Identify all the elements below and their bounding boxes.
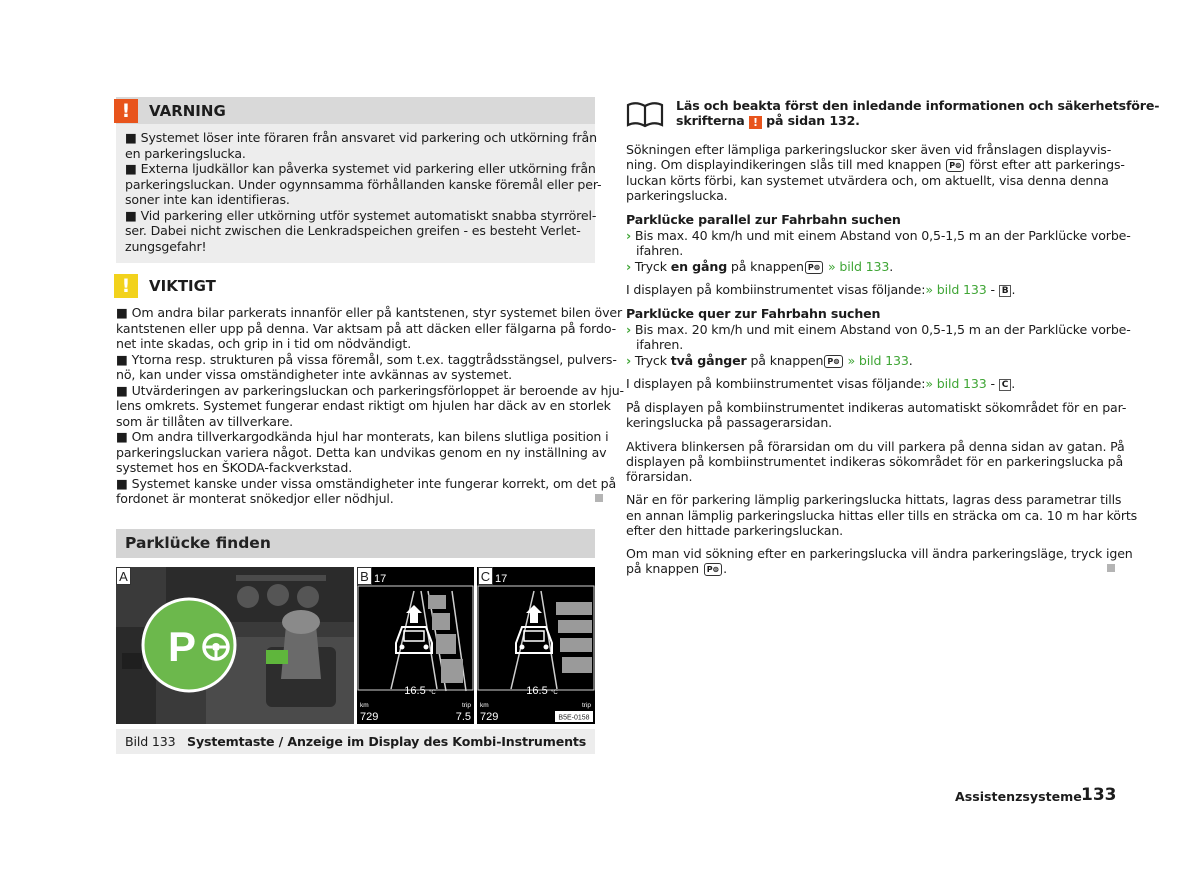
warning-line: ■ Vid parkering eller utkörning utför systemet automatiskt snabba styrrörel- bbox=[125, 208, 597, 223]
paragraph-line: luckan körts förbi, kan systemet utvärdera och, om aktuellt, visa denna denna bbox=[626, 173, 1109, 188]
display-text: I displayen på kombiinstrumentet visas följande: bbox=[626, 282, 926, 297]
panel-c-odometer: 729 bbox=[480, 711, 499, 723]
step-line bbox=[626, 228, 1131, 244]
display-text: . bbox=[1011, 282, 1016, 297]
subheading-transverse: Parklücke quer zur Fahrbahn suchen bbox=[626, 306, 881, 321]
step-text: Bis max. 40 km/h und mit einem Abstand von 0,5-1,5 m an der Parklücke vorbe- bbox=[634, 228, 1131, 243]
warning-icon: ! bbox=[114, 99, 138, 123]
footer-section-label: Assistenzsysteme bbox=[955, 789, 1082, 804]
paragraph-text: ning. Om displayindikeringen slås till med knappen bbox=[626, 157, 942, 172]
paragraph-text: först efter att parkerings- bbox=[969, 157, 1125, 172]
panel-c-top-value: 17 bbox=[495, 573, 508, 585]
panel-c-temperature: 16.5 bbox=[526, 685, 548, 697]
chevron-icon: › bbox=[626, 259, 632, 274]
warning-line: ■ Systemet löser inte föraren från ansvaret vid parkering och utkörning från bbox=[125, 130, 597, 145]
page-number: 133 bbox=[1081, 785, 1117, 805]
panel-c-label: C bbox=[480, 569, 491, 584]
warning-line: ser. Dabei nicht zwischen die Lenkradspeichen greifen - es besteht Verlet- bbox=[125, 223, 581, 238]
note-text: skrifterna bbox=[676, 113, 745, 128]
step-line bbox=[626, 353, 913, 369]
paragraph-line: Sökningen efter lämpliga parkeringsluckor sker även vid frånslagen displayvis- bbox=[626, 142, 1112, 157]
step-text: Tryck bbox=[634, 353, 667, 368]
display-text: . bbox=[1011, 376, 1016, 391]
figure-133 bbox=[116, 567, 595, 724]
section-title: Parklücke finden bbox=[125, 534, 271, 552]
display-text: - bbox=[990, 282, 995, 297]
caution-title: VIKTIGT bbox=[149, 277, 216, 295]
section-end-marker bbox=[1107, 564, 1115, 572]
paragraph-text: på knappen bbox=[626, 561, 699, 576]
caption-number: Bild 133 bbox=[125, 734, 176, 749]
figure-caption bbox=[125, 734, 586, 750]
panel-b-trip-value: 7.5 bbox=[455, 711, 471, 723]
caution-line: nö, kan under vissa omständigheter inte avkännas av systemet. bbox=[116, 367, 513, 382]
caution-line: ■ Systemet kanske under vissa omständigheter inte fungerar korrekt, om det på bbox=[116, 476, 617, 491]
caution-line: kantstenen eller upp på denna. Var aktsam på att däcken eller fälgarna på fordo- bbox=[116, 321, 617, 336]
figure-reference: » bild 133 bbox=[925, 376, 987, 391]
panel-b-trip-label: trip bbox=[461, 702, 471, 709]
figure-reference: » bild 133 bbox=[828, 259, 890, 274]
caution-line: ■ Om andra bilar parkerats innanför eller på kantstenen, styr systemet bilen över bbox=[116, 305, 623, 320]
step-line: ifahren. bbox=[636, 337, 684, 352]
warning-title: VARNING bbox=[149, 102, 226, 120]
panel-b-display bbox=[357, 567, 474, 724]
figure-reference: » bild 133 bbox=[847, 353, 909, 368]
step-text: Bis max. 20 km/h und mit einem Abstand von 0,5-1,5 m an der Parklücke vorbe- bbox=[634, 322, 1131, 337]
note-line-2 bbox=[676, 113, 860, 129]
display-line bbox=[626, 282, 1015, 298]
panel-b-odometer: 729 bbox=[360, 711, 379, 723]
note-text: på sidan 132. bbox=[766, 113, 860, 128]
image-code: B5E-0158 bbox=[558, 714, 590, 722]
paragraph-line: efter den hittade parkeringsluckan. bbox=[626, 523, 843, 538]
display-line bbox=[626, 376, 1015, 392]
step-text: på knappen bbox=[730, 259, 804, 274]
panel-c-trip-label: trip bbox=[581, 702, 591, 709]
step-line: ifahren. bbox=[636, 243, 684, 258]
step-text: Tryck bbox=[634, 259, 667, 274]
paragraph-line: Aktivera blinkersen på förarsidan om du vill parkera på denna sidan av gatan. På bbox=[626, 439, 1125, 454]
paragraph-line: På displayen på kombiinstrumentet indikeras automatiskt sökområdet för en par- bbox=[626, 400, 1127, 415]
parking-key-glyph: P⊜ bbox=[704, 563, 722, 576]
caution-line: lens omkrets. Systemet fungerar endast riktigt om hjulen har däck av en storlek bbox=[116, 398, 611, 413]
paragraph-line: keringslucka på passagerarsidan. bbox=[626, 415, 833, 430]
panel-reference-c: C bbox=[999, 379, 1011, 391]
paragraph-text: . bbox=[723, 561, 727, 576]
step-line bbox=[626, 322, 1131, 338]
subheading-parallel: Parklücke parallel zur Fahrbahn suchen bbox=[626, 212, 901, 227]
step-line bbox=[626, 259, 893, 275]
panel-b-km-label: km bbox=[360, 702, 369, 709]
step-emphasis: en gång bbox=[670, 259, 728, 274]
parking-key-glyph: P⊜ bbox=[946, 159, 964, 172]
figure-reference: » bild 133 bbox=[925, 282, 987, 297]
panel-b-top-value: 17 bbox=[374, 573, 387, 585]
panel-a-label: A bbox=[119, 569, 128, 584]
warning-line: ■ Externa ljudkällor kan påverka systemet vid parkering eller utkörning från bbox=[125, 161, 596, 176]
paragraph-line bbox=[626, 561, 727, 577]
paragraph-line: en annan lämplig parkeringslucka hittas eller tills en sträcka om ca. 10 m har körts bbox=[626, 508, 1138, 523]
parking-button-letter: P bbox=[167, 623, 197, 670]
step-text: . bbox=[889, 259, 894, 274]
paragraph-line: När en för parkering lämplig parkeringslucka hittats, lagras dess parametrar tills bbox=[626, 492, 1122, 507]
display-text: I displayen på kombiinstrumentet visas följande: bbox=[626, 376, 926, 391]
caption-text: Systemtaste / Anzeige im Display des Kombi-Instruments bbox=[187, 734, 587, 749]
step-text: . bbox=[908, 353, 913, 368]
step-text: på knappen bbox=[750, 353, 824, 368]
parking-key-glyph: P⊜ bbox=[824, 355, 842, 368]
paragraph-line bbox=[626, 157, 1125, 173]
caution-line: ■ Ytorna resp. strukturen på vissa föremål, som t.ex. taggtrådsstängsel, pulvers- bbox=[116, 352, 617, 367]
paragraph-line: Om man vid sökning efter en parkeringslucka vill ändra parkeringsläge, tryck igen bbox=[626, 546, 1133, 561]
panel-c-display bbox=[477, 567, 595, 724]
warning-line: parkeringsluckan. Under ogynnsamma förhållanden kanske föremål eller per- bbox=[125, 177, 602, 192]
panel-c-temperature-unit: °C bbox=[551, 690, 558, 696]
caution-line: systemet hos en ŠKODA-fackverkstad. bbox=[116, 460, 353, 475]
chevron-icon: › bbox=[626, 322, 632, 337]
paragraph-line: parkeringslucka. bbox=[626, 188, 728, 203]
caution-line: som är tillåten av tillverkare. bbox=[116, 414, 294, 429]
section-end-marker bbox=[595, 494, 603, 502]
display-text: - bbox=[990, 376, 995, 391]
book-icon bbox=[626, 101, 664, 133]
warning-line: en parkeringslucka. bbox=[125, 146, 246, 161]
panel-b-temperature: 16.5 bbox=[404, 685, 426, 697]
chevron-icon: › bbox=[626, 353, 632, 368]
panel-c-km-label: km bbox=[480, 702, 489, 709]
paragraph-line: förarsidan. bbox=[626, 469, 693, 484]
caution-line: fordonet är monterat snökedjor eller nödhjul. bbox=[116, 491, 394, 506]
parking-key-glyph: P⊜ bbox=[805, 261, 823, 274]
paragraph-line: displayen på kombiinstrumentet indikeras sökområdet för en parkeringslucka på bbox=[626, 454, 1124, 469]
caution-line: net inte skadas, och grip in i tid om nödvändigt. bbox=[116, 336, 412, 351]
caution-line: parkeringsluckan variera något. Detta kan undvikas genom en ny inställning av bbox=[116, 445, 607, 460]
chevron-icon: › bbox=[626, 228, 632, 243]
panel-b-temperature-unit: °C bbox=[429, 690, 436, 696]
warning-line: soner inte kan identifieras. bbox=[125, 192, 290, 207]
caution-icon: ! bbox=[114, 274, 138, 298]
warning-line: zungsgefahr! bbox=[125, 239, 207, 254]
caution-line: ■ Om andra tillverkargodkända hjul har monterats, kan bilens slutliga position i bbox=[116, 429, 609, 444]
panel-reference-b: B bbox=[999, 285, 1012, 297]
panel-b-label: B bbox=[360, 569, 369, 584]
warning-small-icon: ! bbox=[749, 116, 762, 129]
caution-line: ■ Utvärderingen av parkeringsluckan och parkeringsförloppet är beroende av hju- bbox=[116, 383, 624, 398]
step-emphasis: två gånger bbox=[670, 353, 747, 368]
note-line-1: Läs och beakta först den inledande informationen och säkerhetsföre- bbox=[676, 98, 1160, 113]
